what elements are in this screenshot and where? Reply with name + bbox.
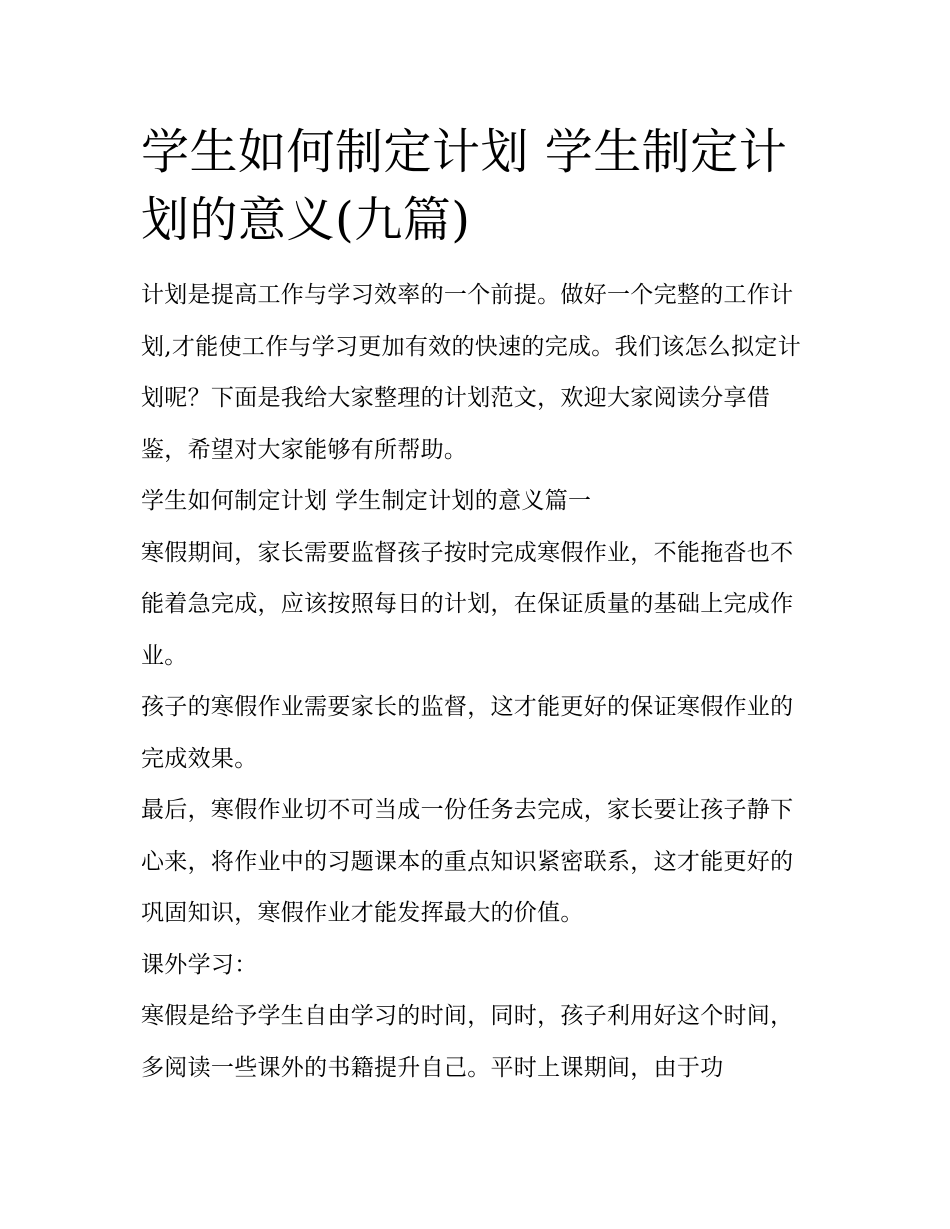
document-title: 学生如何制定计划 学生制定计划的意义(九篇) xyxy=(141,124,788,248)
body-paragraph: 寒假期间，家长需要监督孩子按时完成寒假作业，不能拖沓也不能着急完成，应该按照每日的计划，在保证质量的基础上完成作业。 xyxy=(141,539,794,669)
body-paragraph: 寒假是给予学生自由学习的时间，同时，孩子利用好这个时间，多阅读一些课外的书籍提升自己。平时上课期间，由于功 xyxy=(141,1003,794,1081)
body-paragraph: 最后，寒假作业切不可当成一份任务去完成，家长要让孩子静下心来，将作业中的习题课本的重点知识紧密联系，这才能更好的巩固知识，寒假作业才能发挥最大的价值。 xyxy=(141,797,794,926)
section-heading: 学生如何制定计划 学生制定计划的意义篇一 xyxy=(141,488,592,514)
subheading-extracurricular: 课外学习： xyxy=(141,951,258,978)
document-body xyxy=(141,118,813,1094)
intro-paragraph: 计划是提高工作与学习效率的一个前提。做好一个完整的工作计划,才能使工作与学习更加有效的快速的完成。我们该怎么拟定计划呢？下面是我给大家整理的计划范文，欢迎大家阅读分享借鉴，希望对大家能够有所帮助。 xyxy=(141,282,802,463)
body-paragraph: 孩子的寒假作业需要家长的监督，这才能更好的保证寒假作业的完成效果。 xyxy=(141,694,794,772)
